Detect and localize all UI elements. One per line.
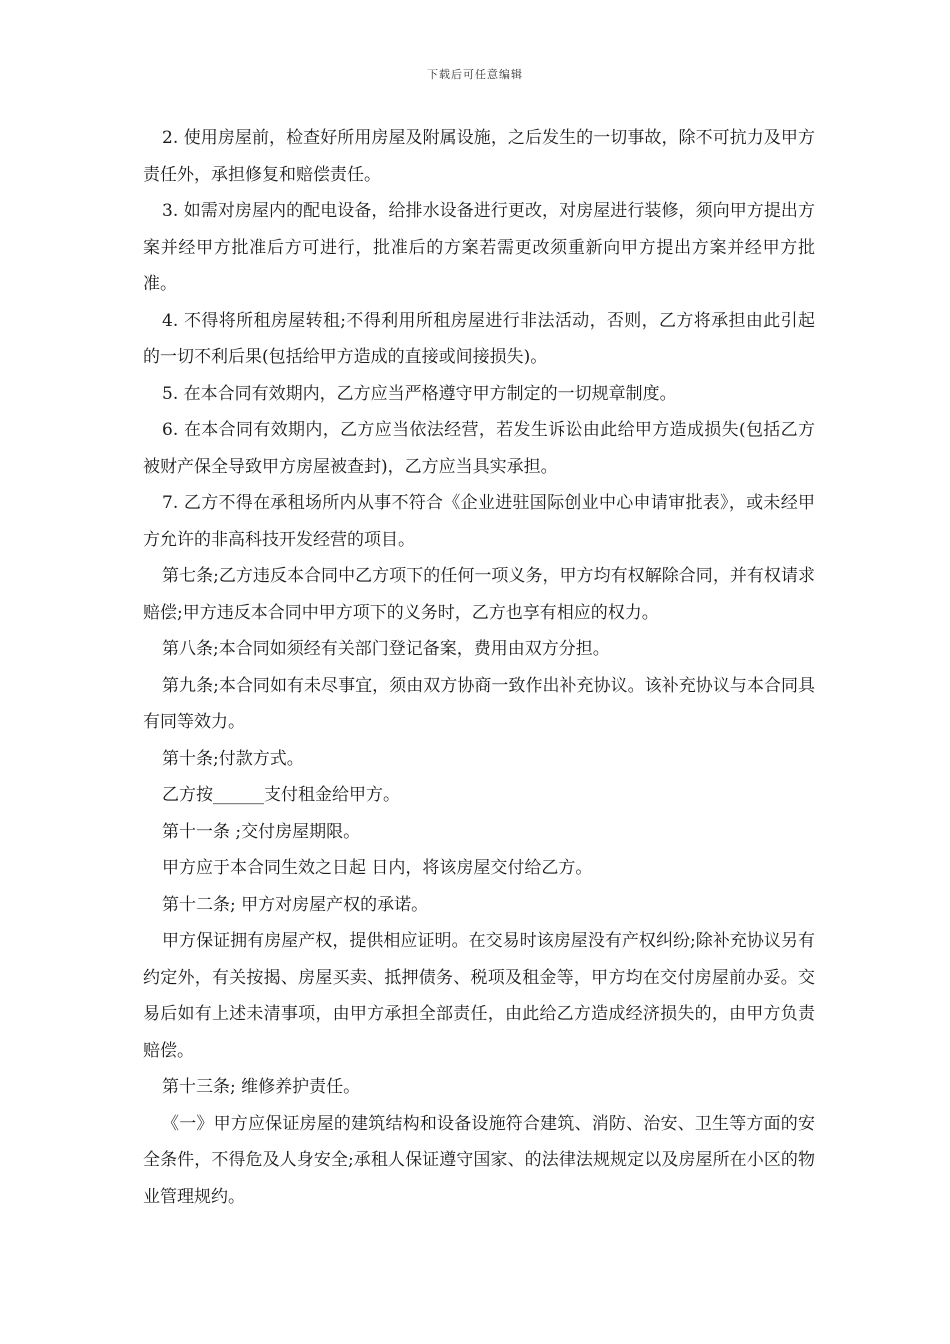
paragraph-article-13-title: 第十三条; 维修养护责任。 [162,1077,361,1097]
document-body [143,120,815,1215]
paragraph-article-9: 第九条;本合同如有未尽事宜，须由双方协商一致作出补充协议。该补充协议与本合同具有同等效力。 [143,675,815,732]
paragraph-article-12-body: 甲方保证拥有房屋产权，提供相应证明。在交易时该房屋没有产权纠纷;除补充协议另有约定外，有关按揭、房屋买卖、抵押债务、税项及租金等，甲方均在交付房屋前办妥。交易后如有上述未清事项，由甲方承担全部责任，由此给乙方造成经济损失的，由甲方负责赔偿。 [143,931,815,1061]
paragraph-article-11-title: 第十一条 ;交付房屋期限。 [162,821,361,842]
paragraph-clause-5: 5. 在本合同有效期内，乙方应当严格遵守甲方制定的一切规章制度。 [162,383,677,404]
paragraph-clause-2: 2. 使用房屋前，检查好所用房屋及附属设施，之后发生的一切事故，除不可抗力及甲方责任外，承担修复和赔偿责任。 [143,128,815,185]
paragraph-clause-6: 6. 在本合同有效期内，乙方应当依法经营，若发生诉讼由此给甲方造成损失(包括乙方被财产保全导致甲方房屋被查封)，乙方应当具实承担。 [143,420,815,477]
page-header-note: 下载后可任意编辑 [427,68,523,81]
paragraph-article-12-title: 第十二条; 甲方对房屋产权的承诺。 [162,894,429,915]
paragraph-clause-3: 3. 如需对房屋内的配电设备，给排水设备进行更改，对房屋进行装修，须向甲方提出方案并经甲方批准后方可进行，批准后的方案若需更改须重新向甲方提出方案并经甲方批准。 [143,201,815,294]
paragraph-article-8: 第八条;本合同如须经有关部门登记备案，费用由双方分担。 [162,639,610,659]
paragraph-clause-4: 4. 不得将所租房屋转租;不得利用所租房屋进行非法活动，否则，乙方将承担由此引起的一切不利后果(包括给甲方造成的直接或间接损失)。 [143,310,815,367]
paragraph-article-10-body: 乙方按______支付租金给甲方。 [162,785,400,805]
paragraph-clause-7: 7. 乙方不得在承租场所内从事不符合《企业进驻国际创业中心申请审批表》，或未经甲方允许的非高科技开发经营的项目。 [143,493,815,550]
paragraph-article-7: 第七条;乙方违反本合同中乙方项下的任何一项义务，甲方均有权解除合同，并有权请求赔偿;甲方违反本合同中甲方项下的义务时，乙方也享有相应的权力。 [143,566,815,623]
paragraph-article-11-body: 甲方应于本合同生效之日起 日内，将该房屋交付给乙方。 [162,858,593,878]
paragraph-article-13-item-1: 《一》甲方应保证房屋的建筑结构和设备设施符合建筑、消防、治安、卫生等方面的安全条件，不得危及人身安全;承租人保证遵守国家、的法律法规规定以及房屋所在小区的物业管理规约。 [143,1113,815,1207]
paragraph-article-10-title: 第十条;付款方式。 [162,748,304,769]
